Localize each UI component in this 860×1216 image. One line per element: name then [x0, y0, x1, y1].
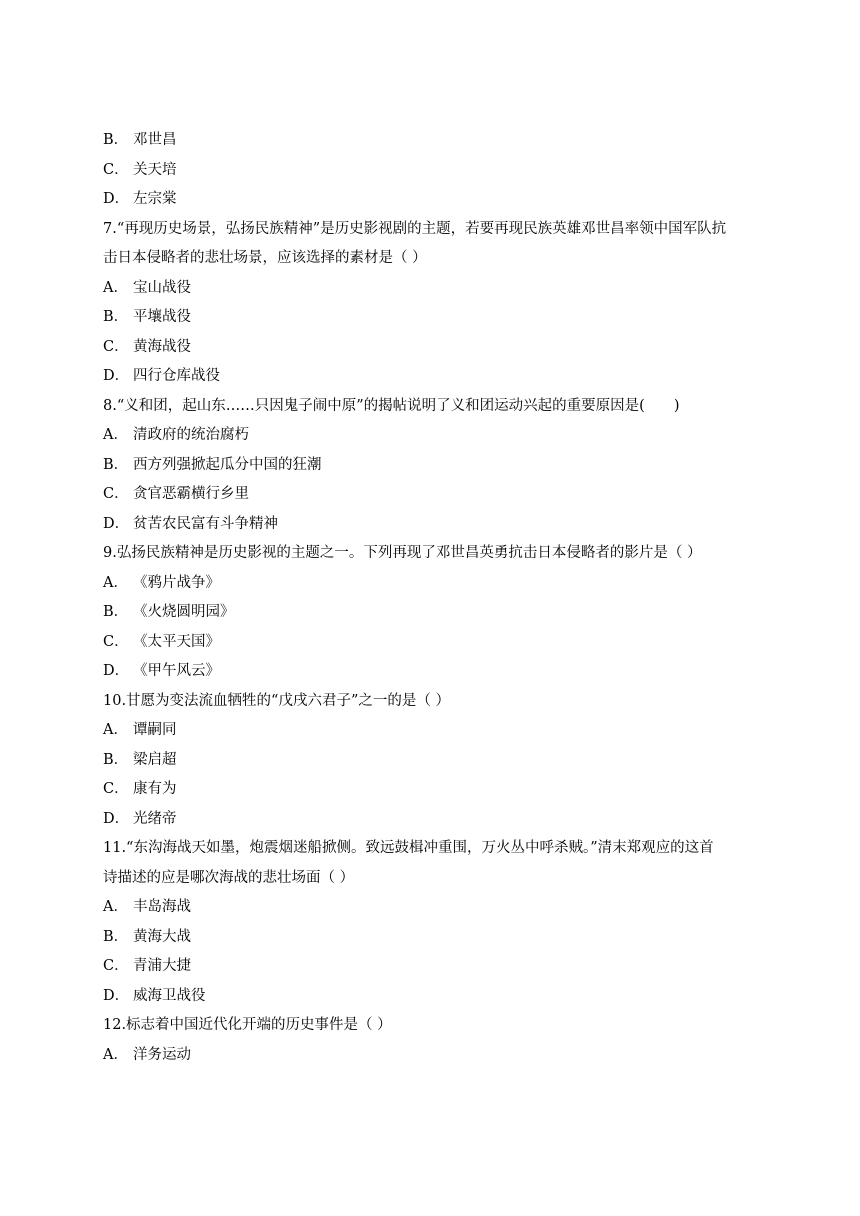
answer-option: [103, 455, 322, 475]
option-letter: B．: [103, 457, 129, 473]
option-letter: C．: [103, 634, 129, 650]
option-letter: A．: [103, 575, 128, 591]
option-text: 《火烧圆明园》: [133, 604, 235, 620]
answer-option: [103, 278, 191, 298]
option-letter: B．: [103, 309, 129, 325]
option-text: 贫苦农民富有斗争精神: [133, 516, 278, 532]
option-text: 四行仓库战役: [133, 368, 220, 384]
option-letter: A．: [103, 427, 128, 443]
answer-option: [103, 809, 177, 829]
question-text: 12.标志着中国近代化开端的历史事件是（ ）: [103, 1017, 392, 1033]
option-letter: B．: [103, 132, 129, 148]
option-letter: D．: [103, 988, 130, 1004]
answer-option: [103, 1045, 191, 1065]
question-text: 诗描述的应是哪次海战的悲壮场面（ ）: [103, 870, 355, 886]
question-text: 击日本侵略者的悲壮场景，应该选择的素材是（ ）: [103, 250, 427, 266]
answer-option: [103, 632, 220, 652]
answer-option: [103, 130, 177, 150]
answer-option: [103, 160, 177, 180]
option-letter: D．: [103, 368, 130, 384]
answer-option: [103, 602, 235, 622]
option-letter: C．: [103, 486, 129, 502]
option-letter: A．: [103, 280, 128, 296]
option-text: 左宗棠: [133, 191, 177, 207]
option-text: 宝山战役: [133, 280, 191, 296]
option-text: 平壤战役: [133, 309, 191, 325]
answer-option: [103, 956, 191, 976]
option-text: 贪官恶霸横行乡里: [133, 486, 249, 502]
answer-option: [103, 986, 206, 1006]
option-letter: D．: [103, 811, 130, 827]
answer-option: [103, 720, 177, 740]
option-text: 关天培: [133, 162, 177, 178]
question-text: 10.甘愿为变法流血牺牲的“戊戌六君子”之一的是（ ）: [103, 693, 450, 709]
option-letter: A．: [103, 1047, 128, 1063]
option-letter: B．: [103, 752, 129, 768]
question-text: 9.弘扬民族精神是历史影视的主题之一。下列再现了邓世昌英勇抗击日本侵略者的影片是（ ）: [103, 545, 702, 561]
option-text: 光绪帝: [133, 811, 177, 827]
option-text: 黄海战役: [133, 339, 191, 355]
answer-option: [103, 189, 177, 209]
option-text: 梁启超: [133, 752, 177, 768]
answer-option: [103, 425, 249, 445]
question-text: 8.“义和团，起山东……只因鬼子闹中原”的揭帖说明了义和团运动兴起的重要原因是( ): [103, 398, 680, 414]
answer-option: [103, 897, 191, 917]
answer-option: [103, 484, 249, 504]
option-letter: D．: [103, 663, 130, 679]
option-text: 青浦大捷: [133, 958, 191, 974]
option-letter: C．: [103, 339, 129, 355]
option-text: 《甲午风云》: [133, 663, 220, 679]
question-text: 11.“东沟海战天如墨，炮震烟迷船掀侧。致远鼓楫冲重围，万火丛中呼杀贼。”清末郑观应的这首: [103, 840, 714, 856]
answer-option: [103, 573, 220, 593]
option-text: 西方列强掀起瓜分中国的狂潮: [133, 457, 322, 473]
question-text: 7.“再现历史场景，弘扬民族精神”是历史影视剧的主题，若要再现民族英雄邓世昌率领中国军队抗: [103, 221, 727, 237]
answer-option: [103, 750, 177, 770]
option-text: 黄海大战: [133, 929, 191, 945]
option-letter: C．: [103, 958, 129, 974]
option-letter: D．: [103, 516, 130, 532]
option-text: 丰岛海战: [133, 899, 191, 915]
answer-option: [103, 307, 191, 327]
option-letter: A．: [103, 899, 128, 915]
option-text: 《太平天国》: [133, 634, 220, 650]
option-letter: B．: [103, 929, 129, 945]
option-text: 《鸦片战争》: [133, 575, 220, 591]
option-text: 清政府的统治腐朽: [133, 427, 249, 443]
option-text: 康有为: [133, 781, 177, 797]
option-text: 谭嗣同: [133, 722, 177, 738]
answer-option: [103, 337, 191, 357]
option-text: 邓世昌: [133, 132, 177, 148]
option-text: 威海卫战役: [133, 988, 206, 1004]
answer-option: [103, 661, 220, 681]
option-letter: B．: [103, 604, 129, 620]
answer-option: [103, 366, 220, 386]
option-letter: A．: [103, 722, 128, 738]
answer-option: [103, 514, 278, 534]
answer-option: [103, 779, 177, 799]
option-letter: C．: [103, 162, 129, 178]
option-letter: C．: [103, 781, 129, 797]
answer-option: [103, 927, 191, 947]
option-text: 洋务运动: [133, 1047, 191, 1063]
option-letter: D．: [103, 191, 130, 207]
